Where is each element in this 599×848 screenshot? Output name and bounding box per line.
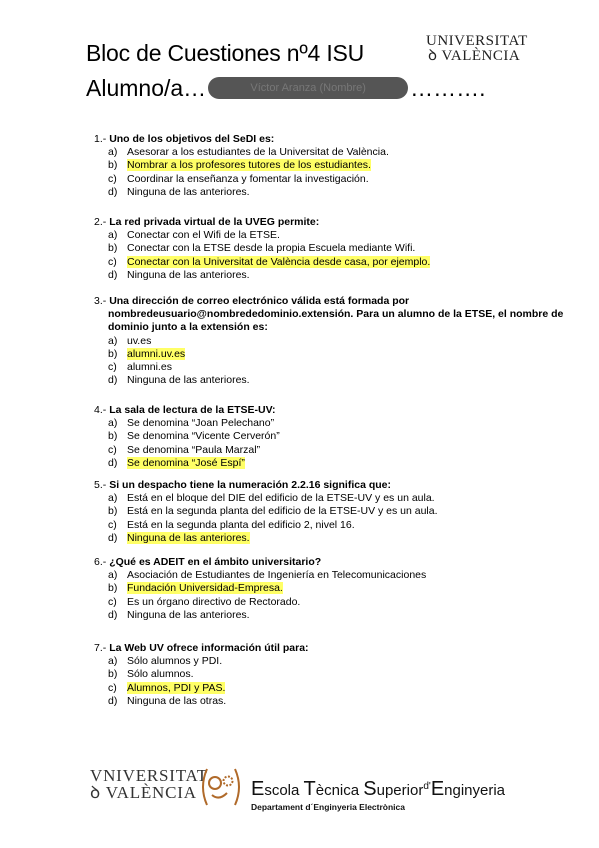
question-stem <box>94 642 309 655</box>
question-number: 3.- <box>94 295 107 307</box>
answer-option <box>94 374 599 387</box>
footer-uv-logo <box>90 767 208 801</box>
etse-name: Escola Tècnica Superior$^{d'}$Enginyeria <box>251 778 506 800</box>
option-text: Fundación Universidad-Empresa. <box>127 582 283 595</box>
option-text: Asesorar a los estudiantes de la Universitat de València. <box>127 146 389 159</box>
answer-option <box>94 269 430 282</box>
option-text: Nombrar a los profesores tutores de los estudiantes. <box>127 159 371 172</box>
answer-option <box>94 173 389 186</box>
question-number: 7.- <box>94 642 107 654</box>
question-text: ¿Qué es ADEIT en el ámbito universitario? <box>109 556 322 568</box>
option-text: Conectar con la ETSE desde la propia Escuela mediante Wifi. <box>127 242 416 255</box>
option-text: Ninguna de las anteriores. <box>127 374 250 387</box>
question-text: La Web UV ofrece información útil para: <box>109 642 309 654</box>
option-text: Sólo alumnos y PDI. <box>127 655 223 668</box>
answer-option <box>94 444 280 457</box>
option-letter: d) <box>108 694 118 707</box>
etse-emblem-icon <box>197 765 245 814</box>
option-text: Ninguna de las anteriores. <box>127 268 250 281</box>
student-prefix: Alumno/a… <box>86 75 207 101</box>
option-letter: c) <box>108 681 117 694</box>
question-stem <box>94 133 389 146</box>
answer-option <box>94 505 438 518</box>
option-letter: b) <box>108 668 118 681</box>
option-text: Ninguna de las anteriores. <box>127 185 250 198</box>
question-text: La sala de lectura de la ETSE-UV: <box>109 404 276 416</box>
question-number: 2.- <box>94 216 107 228</box>
option-letter: b) <box>108 505 118 518</box>
question-number: 6.- <box>94 556 107 568</box>
option-letter: c) <box>108 255 117 268</box>
student-line <box>86 75 486 102</box>
question <box>94 556 426 622</box>
option-letter: b) <box>108 242 118 255</box>
option-letter: d) <box>108 268 118 281</box>
option-letter: d) <box>108 456 118 469</box>
question <box>94 133 389 199</box>
question <box>94 216 430 282</box>
answer-option-highlighted <box>94 159 389 172</box>
option-text: uv.es <box>127 334 152 347</box>
answer-option-highlighted <box>94 457 280 470</box>
question-stem <box>94 556 426 569</box>
option-text: Ninguna de las anteriores. <box>127 608 250 621</box>
answer-option <box>94 361 599 374</box>
answer-option <box>94 668 309 681</box>
answer-option <box>94 186 389 199</box>
footer-uv-line1: VNIVERSITAT <box>90 766 208 785</box>
uv-logo-line1: UNIVERSITAT <box>426 33 528 49</box>
option-text: Está en la segunda planta del edificio 2, nivel 16. <box>127 518 355 531</box>
answer-option <box>94 430 280 443</box>
option-text: Alumnos, PDI y PAS. <box>127 681 226 694</box>
option-letter: d) <box>108 374 118 387</box>
question-number: 1.- <box>94 133 107 145</box>
document-title: Bloc de Cuestiones nº4 ISU <box>86 40 365 66</box>
answer-option <box>94 242 430 255</box>
footer-uv-line2: ꝺ VALÈNCIA <box>90 783 197 802</box>
option-text: alumni.uv.es <box>127 347 186 360</box>
option-letter: a) <box>108 146 118 159</box>
uv-logo-top <box>426 34 528 64</box>
option-letter: b) <box>108 582 118 595</box>
option-text: Conectar con la Universitat de València desde casa, por ejemplo. <box>127 255 431 268</box>
student-suffix: ………. <box>410 75 486 101</box>
question-text-continued: nombredeusuario@nombrededominio.extensión. Para un alumno de la ETSE, el nombre de dominio junto a la extensión es: <box>108 308 564 334</box>
answer-option <box>94 146 389 159</box>
department-name: Departament d´Enginyeria Electrònica <box>251 802 405 812</box>
answer-option <box>94 229 430 242</box>
option-text: Se denomina “Joan Pelechano” <box>127 417 275 430</box>
option-letter: a) <box>108 229 118 242</box>
option-letter: a) <box>108 492 118 505</box>
option-text: Se denomina “Vicente Cerverón” <box>127 430 280 443</box>
question-text: Uno de los objetivos del SeDI es: <box>109 133 275 145</box>
question-number: 4.- <box>94 404 107 416</box>
answer-option-highlighted <box>94 256 430 269</box>
answer-option <box>94 695 309 708</box>
answer-option <box>94 519 438 532</box>
option-letter: b) <box>108 159 118 172</box>
question-stem <box>94 216 430 229</box>
answer-option <box>94 417 280 430</box>
option-text: Coordinar la enseñanza y fomentar la investigación. <box>127 172 369 185</box>
option-letter: c) <box>108 172 117 185</box>
answer-option <box>94 655 309 668</box>
option-letter: b) <box>108 430 118 443</box>
option-letter: b) <box>108 347 118 360</box>
answer-option <box>94 492 438 505</box>
answer-option-highlighted <box>94 682 309 695</box>
question <box>94 404 280 470</box>
question <box>94 295 599 387</box>
option-text: Se denomina “José Espí” <box>127 456 245 469</box>
option-text: alumni.es <box>127 361 172 374</box>
option-letter: d) <box>108 531 118 544</box>
option-text: Es un órgano directivo de Rectorado. <box>127 595 301 608</box>
option-letter: c) <box>108 595 117 608</box>
answer-option <box>94 596 426 609</box>
question-number: 5.- <box>94 479 107 491</box>
option-letter: d) <box>108 608 118 621</box>
question <box>94 642 309 708</box>
option-letter: a) <box>108 569 118 582</box>
option-text: Sólo alumnos. <box>127 668 194 681</box>
option-text: Asociación de Estudiantes de Ingeniería en Telecomunicaciones <box>127 569 427 582</box>
option-letter: c) <box>108 443 117 456</box>
option-text: Se denomina “Paula Marzal” <box>127 443 261 456</box>
answer-option-highlighted <box>94 348 599 361</box>
question-text: La red privada virtual de la UVEG permite: <box>109 216 320 228</box>
option-text: Ninguna de las anteriores. <box>127 531 250 544</box>
answer-option <box>94 335 599 348</box>
question-stem <box>94 295 599 335</box>
option-text: Está en el bloque del DIE del edificio de la ETSE-UV y es un aula. <box>127 492 435 505</box>
option-text: Ninguna de las otras. <box>127 694 227 707</box>
option-letter: a) <box>108 334 118 347</box>
option-text: Está en la segunda planta del edificio de la ETSE-UV y es un aula. <box>127 505 438 518</box>
option-text: Conectar con el Wifi de la ETSE. <box>127 229 280 242</box>
answer-option <box>94 569 426 582</box>
option-letter: a) <box>108 655 118 668</box>
option-letter: a) <box>108 417 118 430</box>
answer-option-highlighted <box>94 582 426 595</box>
answer-option <box>94 609 426 622</box>
option-letter: d) <box>108 185 118 198</box>
question-stem <box>94 479 438 492</box>
question-stem <box>94 404 280 417</box>
question-text: Una dirección de correo electrónico válida está formada por <box>109 295 410 307</box>
option-letter: c) <box>108 361 117 374</box>
question-text: Si un despacho tiene la numeración 2.2.16 significa que: <box>109 479 392 491</box>
redacted-name: Víctor Aranza (Nombre) <box>208 77 408 99</box>
answer-option-highlighted <box>94 532 438 545</box>
option-letter: c) <box>108 518 117 531</box>
uv-logo-line2: ꝺ VALÈNCIA <box>428 48 521 64</box>
question <box>94 479 438 545</box>
